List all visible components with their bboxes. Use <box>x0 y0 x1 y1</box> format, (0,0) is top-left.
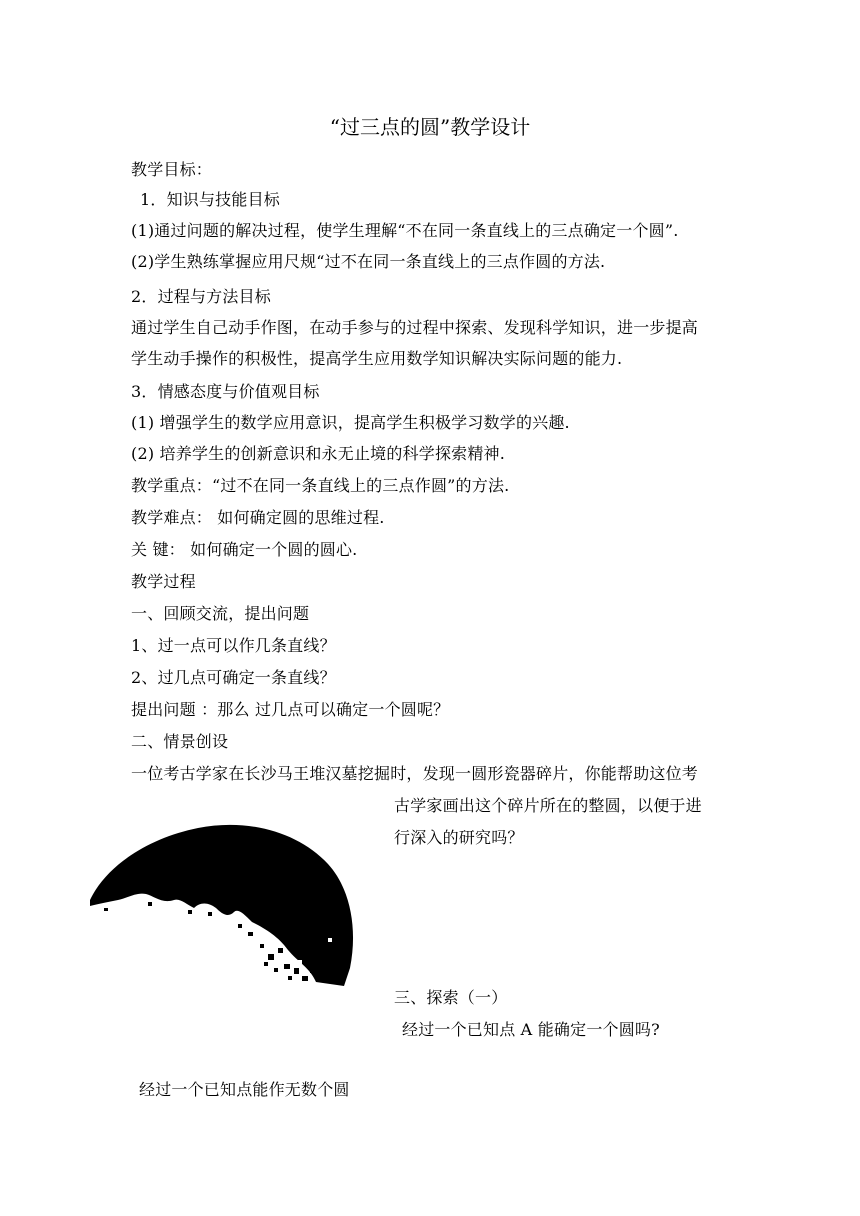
process-heading: 教学过程 <box>131 572 196 591</box>
key-element: 关 键： 如何确定一个圆的圆心. <box>131 540 358 559</box>
objective-1-heading: 1．知识与技能目标 <box>140 190 280 209</box>
section-3-title: 三、探索（一） <box>394 988 508 1007</box>
section-1-title: 一、回顾交流，提出问题 <box>131 604 310 623</box>
objective-2-heading: 2．过程与方法目标 <box>131 287 271 306</box>
scenario-line-3: 行深入的研究吗？ <box>394 828 524 847</box>
scenario-line-1: 一位考古学家在长沙马王堆汉墓挖掘时，发现一圆形瓷器碎片，你能帮助这位考 <box>131 764 699 783</box>
objectives-heading: 教学目标： <box>131 160 213 179</box>
section-3-answer: 经过一个已知点能作无数个圆 <box>139 1080 350 1099</box>
scenario-line-2: 古学家画出这个碎片所在的整圆，以便于进 <box>394 796 702 815</box>
question-2: 2、过几点可确定一条直线？ <box>131 668 336 687</box>
section-2-title: 二、情景创设 <box>131 732 229 751</box>
key-point: 教学重点：“过不在同一条直线上的三点作圆”的方法. <box>131 476 510 495</box>
objective-3b: (2) 培养学生的创新意识和永无止境的科学探索精神. <box>131 444 506 463</box>
objective-3-heading: 3．情感态度与价值观目标 <box>131 382 320 401</box>
question-3: 提出问题 ：那么 过几点可以确定一个圆呢？ <box>131 700 450 719</box>
section-3-question: 经过一个已知点 A 能确定一个圆吗? <box>402 1020 660 1039</box>
objective-2-line1: 通过学生自己动手作图，在动手参与的过程中探索、发现科学知识，进一步提高 <box>131 318 699 337</box>
document-title: “过三点的圆”教学设计 <box>329 115 531 139</box>
objective-1b: (2)学生熟练掌握应用尺规“过不在同一条直线上的三点作圆的方法. <box>131 252 606 271</box>
objective-2-line2: 学生动手操作的积极性，提高学生应用数学知识解决实际问题的能力. <box>131 349 623 368</box>
question-1: 1、过一点可以作几条直线？ <box>131 636 336 655</box>
porcelain-fragment-image <box>88 818 358 990</box>
objective-1a: (1)通过问题的解决过程，使学生理解“不在同一条直线上的三点确定一个圆”. <box>131 221 679 240</box>
difficulty: 教学难点： 如何确定圆的思维过程. <box>131 508 385 527</box>
objective-3a: (1) 增强学生的数学应用意识，提高学生积极学习数学的兴趣. <box>131 413 570 432</box>
